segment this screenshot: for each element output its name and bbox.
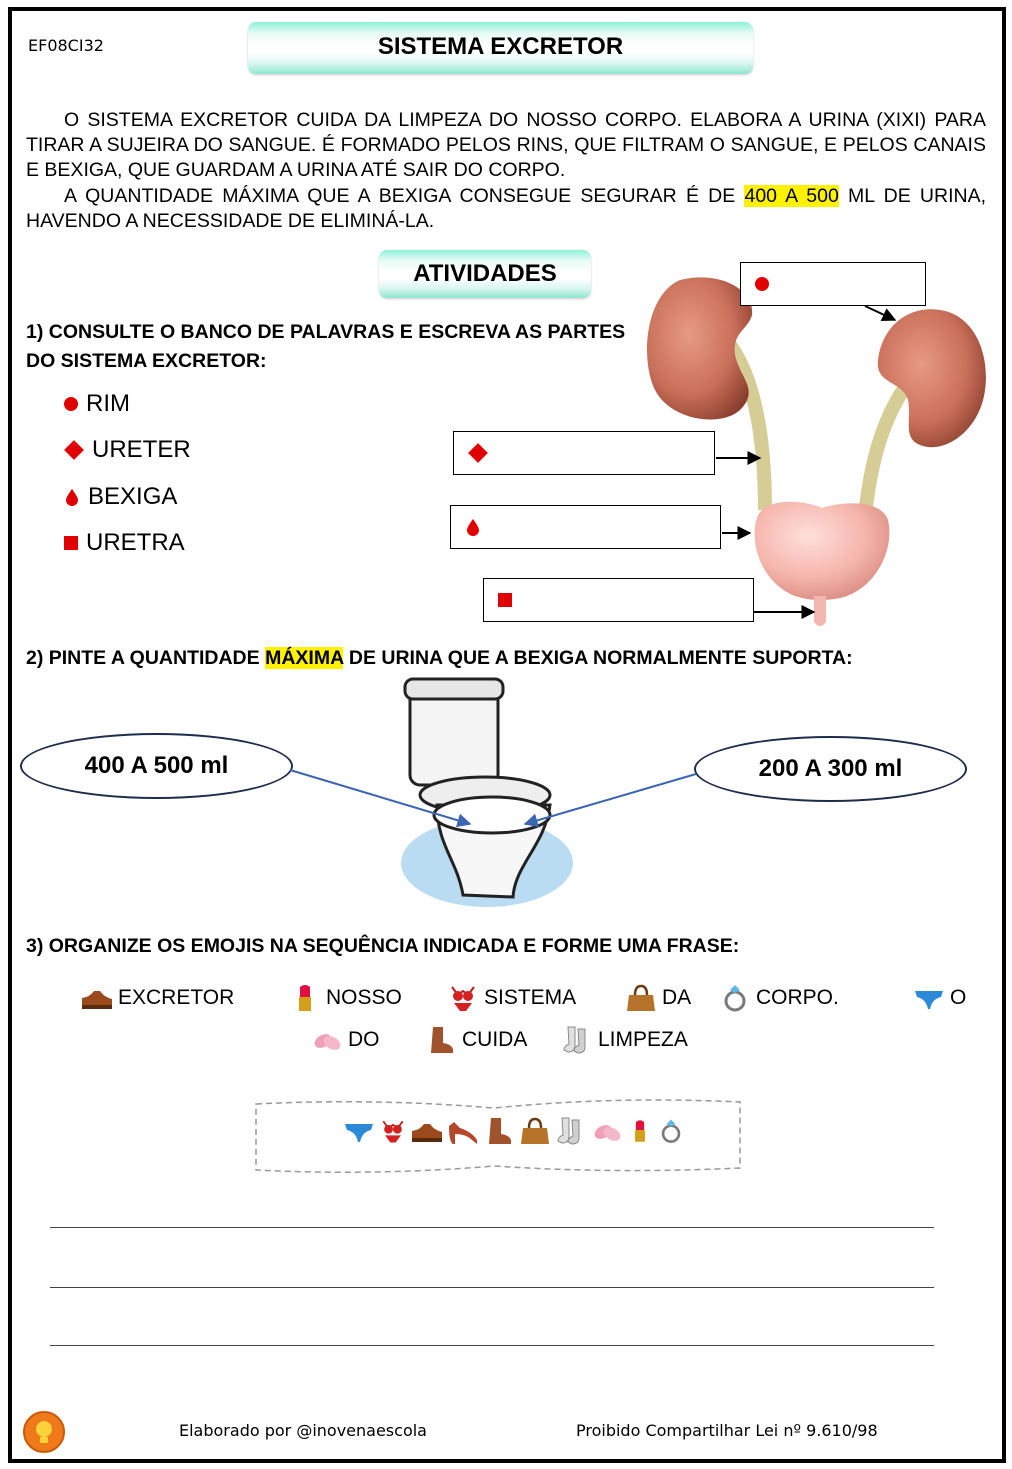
high-heel-icon (446, 1116, 480, 1146)
footer-author: Elaborado por @inovenaescola (179, 1421, 427, 1440)
arrow-rim (865, 306, 895, 320)
highlight-volume: 400 A 500 (744, 185, 839, 207)
word-da (624, 983, 691, 1013)
ring-icon (718, 983, 752, 1013)
word-limpeza (560, 1025, 688, 1055)
word-nosso (288, 983, 402, 1013)
shoe-icon (410, 1116, 444, 1146)
word-label-limpeza: LIMPEZA (598, 1028, 688, 1051)
word-label-cuida: CUIDA (462, 1028, 528, 1051)
shoe-icon (80, 983, 114, 1013)
option-arrows (0, 700, 1012, 860)
word-excretor (80, 983, 234, 1013)
emoji-sequence (342, 1116, 686, 1146)
option-400-500[interactable]: 400 A 500 ml (20, 733, 293, 799)
answer-line-3[interactable] (50, 1345, 934, 1346)
curriculum-code: EF08CI32 (28, 36, 104, 55)
intro-text-2b: ML DE URINA, HAVENDO A NECESSIDADE DE ELIMINÁ-LA. (26, 185, 987, 232)
bikini-icon (446, 983, 480, 1013)
ballet-shoes-icon (310, 1025, 344, 1055)
lipstick-icon (626, 1116, 654, 1146)
word-label-excretor: EXCRETOR (118, 986, 235, 1009)
question-2-text-a: 2) PINTE A QUANTIDADE (26, 647, 260, 669)
logo-icon (22, 1410, 66, 1454)
briefs-icon (342, 1116, 376, 1146)
word-label-corpo: CORPO. (756, 986, 839, 1009)
page-title: SISTEMA EXCRETOR (248, 22, 753, 74)
boot-icon (482, 1116, 516, 1146)
legend-label-rim: RIM (86, 390, 130, 417)
legend-label-bexiga: BEXIGA (88, 483, 178, 510)
question-2 (26, 644, 853, 673)
legend-label-ureter: URETER (92, 436, 191, 463)
highlight-maxima: MÁXIMA (265, 647, 344, 669)
word-do (310, 1025, 380, 1055)
word-label-sistema: SISTEMA (484, 986, 577, 1009)
word-label-do: DO (348, 1028, 380, 1051)
handbag-icon (624, 983, 658, 1013)
handbag-icon (518, 1116, 552, 1146)
word-o (912, 983, 966, 1013)
question-1: 1) CONSULTE O BANCO DE PALAVRAS E ESCREVA AS PARTES DO SISTEMA EXCRETOR: (26, 321, 626, 372)
boot-icon (424, 1025, 458, 1055)
label-arrows (0, 0, 1012, 700)
option-200-300[interactable]: 200 A 300 ml (694, 736, 967, 802)
intro-text-1: O SISTEMA EXCRETOR CUIDA DA LIMPEZA DO NOSSO CORPO. ELABORA A URINA (XIXI) PARA TIRAR A SUJEIRA DO SANGUE. É FORMADO PELOS RINS, QUE FILTRAM O SANGUE, E PELOS CANAIS E BEXIGA, QUE GUARDAM A URINA ATÉ SAIR DO CORPO. (26, 109, 986, 181)
answer-line-2[interactable] (50, 1287, 934, 1288)
word-cuida (424, 1025, 527, 1055)
bikini-icon (378, 1116, 408, 1146)
word-label-o: O (950, 986, 967, 1009)
socks-icon (560, 1025, 594, 1055)
question-2-text-b: DE URINA QUE A BEXIGA NORMALMENTE SUPORTA: (348, 647, 853, 669)
word-label-nosso: NOSSO (326, 986, 402, 1009)
word-sistema (446, 983, 576, 1013)
socks-icon (554, 1116, 588, 1146)
word-corpo (718, 983, 839, 1013)
activities-title: ATIVIDADES (379, 250, 591, 298)
arrow-right-option (525, 774, 696, 824)
question-3: 3) ORGANIZE OS EMOJIS NA SEQUÊNCIA INDICADA E FORME UMA FRASE: (26, 935, 740, 957)
arrow-left-option (290, 770, 470, 824)
ballet-shoes-icon (590, 1116, 624, 1146)
briefs-icon (912, 983, 946, 1013)
legend-label-uretra: URETRA (86, 529, 185, 556)
answer-line-1[interactable] (50, 1227, 934, 1228)
intro-text-2a: A QUANTIDADE MÁXIMA QUE A BEXIGA CONSEGUE SEGURAR É DE (64, 185, 736, 207)
lipstick-icon (288, 983, 322, 1013)
footer-notice: Proibido Compartilhar Lei nº 9.610/98 (576, 1421, 878, 1440)
ring-icon (656, 1116, 686, 1146)
word-label-da: DA (662, 986, 692, 1009)
